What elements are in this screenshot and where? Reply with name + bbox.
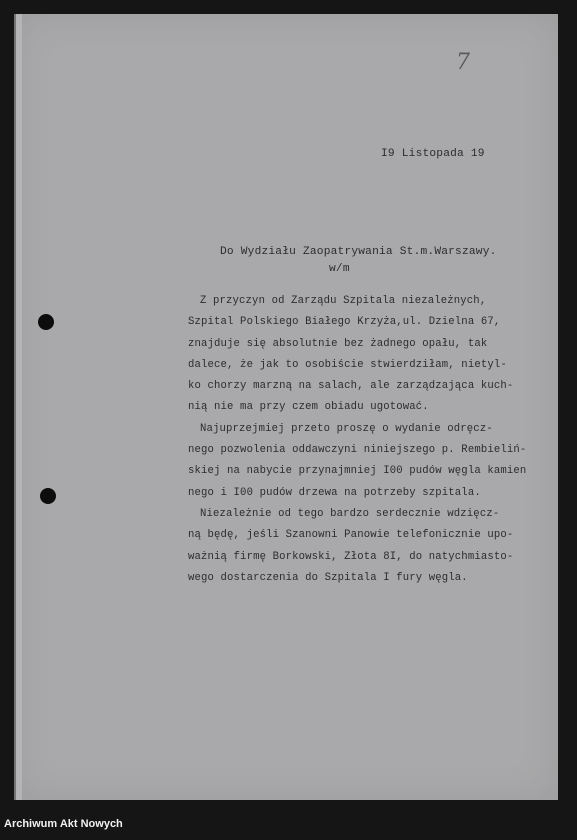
- body-line: Szpital Polskiego Białego Krzyża,ul. Dzielna 67,: [188, 316, 501, 329]
- body-line: ważnią firmę Borkowski, Złota 8I, do natychmiasto-: [188, 550, 514, 563]
- letter-body: [188, 291, 527, 589]
- body-line: wego dostarczenia do Szpitala I fury węgla.: [188, 571, 468, 584]
- punch-hole: [38, 314, 54, 330]
- body-line: Niezależnie od tego bardzo serdecznie wdzięcz-: [200, 507, 500, 520]
- body-line: nego i I00 pudów drzewa na potrzeby szpitala.: [188, 486, 481, 499]
- letter-recipient: Do Wydziału Zaopatrywania St.m.Warszawy.: [220, 246, 497, 258]
- body-line: ną będę, jeśli Szanowni Panowie telefonicznie upo-: [188, 529, 514, 542]
- body-line: dalece, że jak to osobiście stwierdziłam, nietyl-: [188, 358, 507, 371]
- page-edge: [14, 14, 22, 800]
- recipient-location: w/m: [329, 263, 350, 275]
- archive-label: Archiwum Akt Nowych: [4, 818, 123, 830]
- body-line: nią nie ma przy czem obiadu ugotować.: [188, 401, 429, 414]
- handwritten-page-number: 7: [456, 50, 470, 75]
- letter-date: I9 Listopada 19: [381, 148, 485, 160]
- punch-hole: [40, 488, 56, 504]
- body-line: ko chorzy marzną na salach, ale zarządzająca kuch-: [188, 380, 514, 393]
- body-line: Najuprzejmiej przeto proszę o wydanie odręcz-: [200, 422, 493, 435]
- body-line: nego pozwolenia oddawczyni niniejszego p. Rembieliń-: [188, 444, 527, 457]
- body-line: znajduje się absolutnie bez żadnego opału, tak: [188, 337, 488, 350]
- body-line: skiej na nabycie przynajmniej I00 pudów węgla kamien: [188, 465, 527, 478]
- body-line: Z przyczyn od Zarządu Szpitala niezależnych,: [200, 295, 487, 307]
